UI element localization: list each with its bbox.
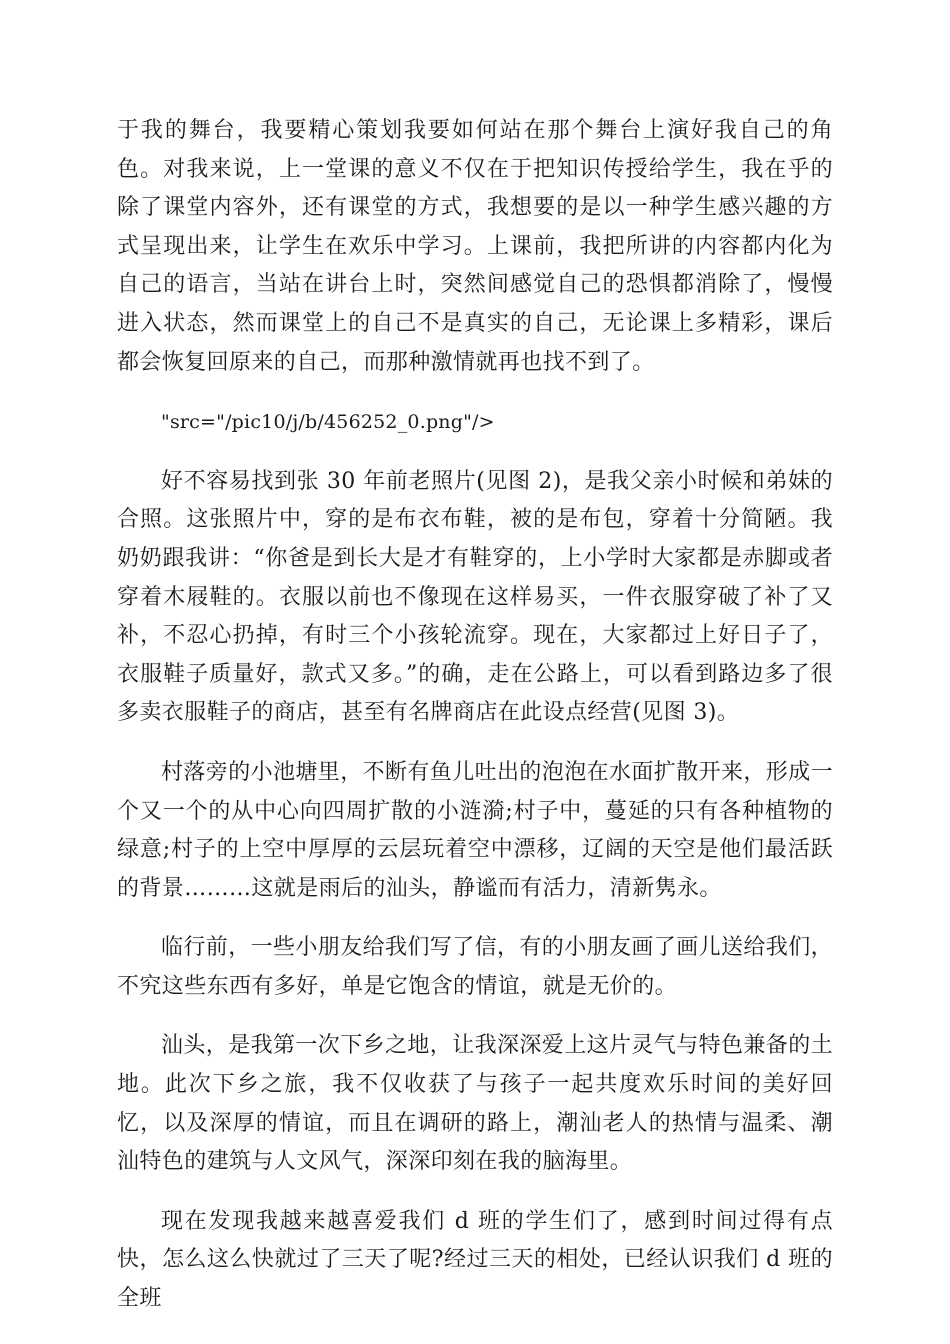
paragraph-4: 村落旁的小池塘里，不断有鱼儿吐出的泡泡在水面扩散开来，形成一个又一个的从中心向四周扩散的小涟漪;村子中，蔓延的只有各种植物的绿意;村子的上空中厚厚的云层玩着空中漂移，辽阔的天空是他们最活跃的背景………这就是雨后的汕头，静谧而有活力，清新隽永。 (117, 759, 834, 901)
paragraph-3: 好不容易找到张 30 年前老照片(见图 2)，是我父亲小时候和弟妹的合照。这张照片中，穿的是布衣布鞋，被的是布包，穿着十分简陋。我奶奶跟我讲：“你爸是到长大是才有鞋穿的，上小学时大家都是赤脚或者穿着木屐鞋的。衣服以前也不像现在这样易买，一件衣服穿破了补了又补，不忍心扔掉，有时三个小孩轮流穿。现在，大家都过上好日子了，衣服鞋子质量好，款式又多。”的确，走在公路上，可以看到路边多了很多卖衣服鞋子的商店，甚至有名牌商店在此设点经营(见图 3)。 (117, 468, 833, 726)
paragraph-1: 于我的舞台，我要精心策划我要如何站在那个舞台上演好我自己的角色。对我来说，上一堂课的意义不仅在于把知识传授给学生，我在乎的除了课堂内容外，还有课堂的方式，我想要的是以一种学生感兴趣的方式呈现出来，让学生在欢乐中学习。上课前，我把所讲的内容都内化为自己的语言，当站在讲台上时，突然间感觉自己的恐惧都消除了，慢慢进入状态，然而课堂上的自己不是真实的自己，无论课上多精彩，课后都会恢复回原来的自己，而那种激情就再也找不到了。 (117, 118, 833, 375)
paragraph-gap (117, 733, 833, 754)
paragraph-2-image-src-fragment: "src="/pic10/j/b/456252_0.png"/> (161, 411, 495, 434)
paragraph-gap (117, 442, 833, 463)
paragraph-gap (117, 1006, 833, 1027)
paragraph-6: 汕头，是我第一次下乡之地，让我深深爱上这片灵气与特色兼备的土地。此次下乡之旅，我不仅收获了与孩子一起共度欢乐时间的美好回忆，以及深厚的情谊，而且在调研的路上，潮汕老人的热情与温柔、潮汕特色的建筑与人文风气，深深印刻在我的脑海里。 (117, 1033, 834, 1175)
document-body (117, 112, 833, 1319)
paragraph-5: 临行前，一些小朋友给我们写了信，有的小朋友画了画儿送给我们，不究这些东西有多好，单是它饱含的情谊，就是无价的。 (117, 935, 834, 999)
paragraph-gap (117, 908, 833, 929)
paragraph-7: 现在发现我越来越喜爱我们 d 班的学生们了，感到时间过得有点快，怎么这么快就过了三天了呢?经过三天的相处，已经认识我们 d 班的全班 (117, 1208, 833, 1312)
paragraph-gap (117, 382, 833, 403)
paragraph-gap (117, 1182, 833, 1203)
